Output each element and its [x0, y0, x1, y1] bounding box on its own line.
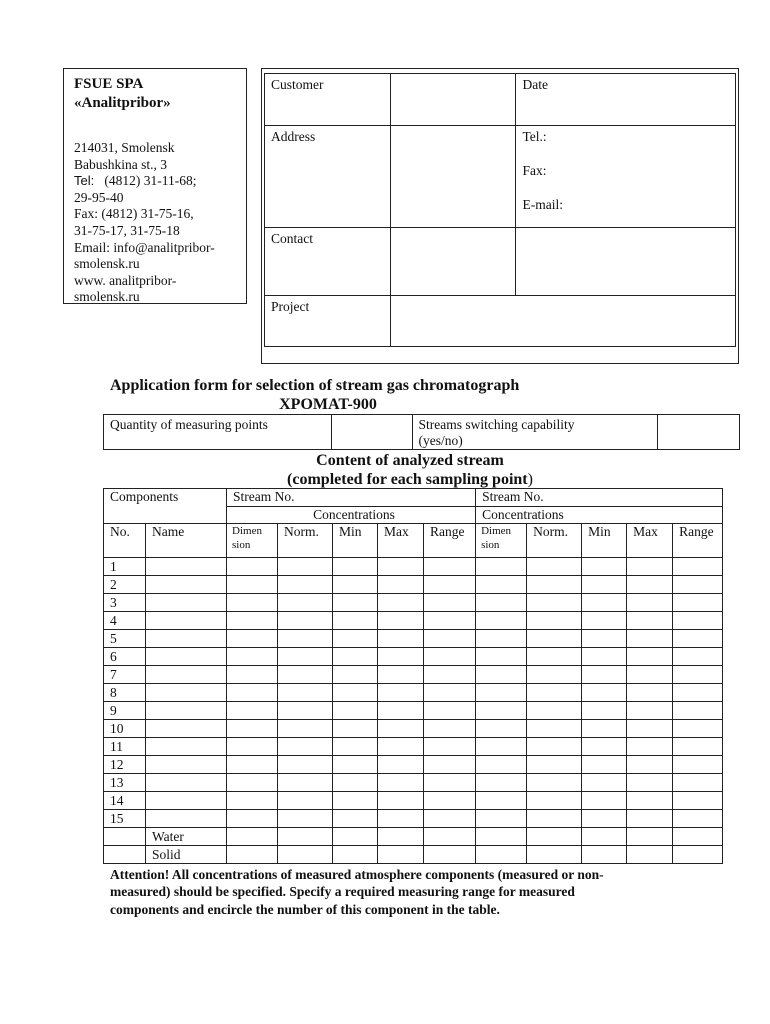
company-address-line2: Babushkina st., 3 [74, 156, 167, 172]
value-cell[interactable] [378, 648, 424, 666]
value-cell[interactable] [378, 630, 424, 648]
table-row [104, 720, 723, 738]
value-cell[interactable] [527, 738, 582, 756]
stream1-dim-line1: Dimen [232, 525, 262, 537]
component-name-cell[interactable] [146, 702, 227, 720]
component-name-cell[interactable] [146, 738, 227, 756]
value-cell[interactable] [278, 558, 333, 576]
value-cell[interactable] [582, 612, 627, 630]
value-cell[interactable] [476, 828, 527, 846]
value-cell[interactable] [333, 810, 378, 828]
value-cell[interactable] [424, 810, 476, 828]
value-cell[interactable] [527, 756, 582, 774]
value-cell[interactable] [627, 630, 673, 648]
value-cell[interactable] [582, 828, 627, 846]
value-cell[interactable] [627, 612, 673, 630]
value-cell[interactable] [227, 702, 278, 720]
value-cell[interactable] [582, 558, 627, 576]
value-cell[interactable] [673, 738, 723, 756]
value-cell[interactable] [227, 630, 278, 648]
switching-label [412, 415, 658, 450]
value-cell[interactable] [227, 612, 278, 630]
value-cell[interactable] [476, 666, 527, 684]
value-cell[interactable] [278, 702, 333, 720]
company-name-brand: «Analitpribor» [74, 95, 171, 111]
value-cell[interactable] [627, 720, 673, 738]
value-cell[interactable] [278, 576, 333, 594]
row-number: 9 [104, 702, 146, 720]
table-row [104, 828, 723, 846]
contact-extra-field[interactable] [516, 228, 736, 296]
stream1-concentrations: Concentrations [227, 507, 476, 524]
stream1-col-norm: Norm. [278, 524, 333, 558]
table-row [104, 846, 723, 864]
component-name-cell[interactable] [146, 630, 227, 648]
value-cell[interactable] [476, 846, 527, 864]
switching-label-line1: Streams switching capability [418, 417, 575, 432]
company-tel [74, 173, 246, 190]
value-cell[interactable] [627, 828, 673, 846]
value-cell[interactable] [378, 756, 424, 774]
stream2-col-range: Range [673, 524, 723, 558]
row-number: 15 [104, 810, 146, 828]
value-cell[interactable] [582, 594, 627, 612]
value-cell[interactable] [378, 594, 424, 612]
company-fax-line1: Fax: (4812) 31-75-16, [74, 206, 194, 222]
component-name-cell[interactable] [146, 684, 227, 702]
row-number: 8 [104, 684, 146, 702]
row-number: 6 [104, 648, 146, 666]
stream2-dim-line2: sion [481, 539, 500, 551]
value-cell[interactable] [673, 828, 723, 846]
value-cell[interactable] [476, 720, 527, 738]
value-cell[interactable] [527, 612, 582, 630]
value-cell[interactable] [476, 702, 527, 720]
value-cell[interactable] [527, 576, 582, 594]
value-cell[interactable] [527, 702, 582, 720]
col-name: Name [146, 524, 227, 558]
quantity-label: Quantity of measuring points [104, 415, 332, 450]
stream1-header: Stream No. [227, 489, 476, 507]
value-cell[interactable] [333, 846, 378, 864]
row-number: 7 [104, 666, 146, 684]
value-cell[interactable] [333, 612, 378, 630]
value-cell[interactable] [476, 756, 527, 774]
value-cell[interactable] [627, 738, 673, 756]
value-cell[interactable] [333, 774, 378, 792]
component-name-cell[interactable] [146, 774, 227, 792]
content-subheading-main: (completed for each sampling point [287, 471, 528, 488]
value-cell[interactable] [673, 684, 723, 702]
value-cell[interactable] [476, 648, 527, 666]
value-cell[interactable] [627, 684, 673, 702]
component-name-cell: Solid [146, 846, 227, 864]
value-cell[interactable] [673, 576, 723, 594]
value-cell[interactable] [673, 612, 723, 630]
value-cell[interactable] [227, 576, 278, 594]
company-address-line1: 214031, Smolensk [74, 140, 175, 155]
company-email-line2: smolensk.ru [74, 256, 140, 272]
value-cell[interactable] [278, 738, 333, 756]
row-number: 13 [104, 774, 146, 792]
value-cell[interactable] [527, 558, 582, 576]
stream2-header: Stream No. [476, 489, 723, 507]
table-row [104, 810, 723, 828]
value-cell[interactable] [527, 666, 582, 684]
table-row [104, 666, 723, 684]
value-cell[interactable] [278, 666, 333, 684]
company-email-line1: Email: info@analitpribor- [74, 239, 215, 255]
component-name-cell[interactable] [146, 810, 227, 828]
value-cell[interactable] [527, 792, 582, 810]
table-row [104, 630, 723, 648]
value-cell[interactable] [673, 630, 723, 648]
value-cell[interactable] [476, 792, 527, 810]
stream2-col-dimension [476, 524, 527, 558]
stream2-col-min: Min [582, 524, 627, 558]
value-cell[interactable] [378, 846, 424, 864]
stream2-col-max: Max [627, 524, 673, 558]
fax-label: Fax: [522, 163, 547, 178]
value-cell[interactable] [527, 684, 582, 702]
component-name-cell[interactable] [146, 576, 227, 594]
value-cell[interactable] [476, 774, 527, 792]
value-cell[interactable] [582, 792, 627, 810]
stream2-dim-line1: Dimen [481, 525, 512, 537]
value-cell[interactable] [278, 810, 333, 828]
value-cell[interactable] [227, 666, 278, 684]
value-cell[interactable] [527, 594, 582, 612]
value-cell[interactable] [673, 558, 723, 576]
value-cell[interactable] [378, 810, 424, 828]
table-row [104, 684, 723, 702]
stream1-dim-line2: sion [232, 539, 251, 551]
value-cell[interactable] [278, 594, 333, 612]
col-no: No. [104, 524, 146, 558]
value-cell[interactable] [278, 756, 333, 774]
contact-label: Contact [265, 228, 391, 296]
attention-line3: components and encircle the number of this component in the table. [110, 901, 500, 917]
components-table [103, 488, 723, 864]
value-cell[interactable] [227, 648, 278, 666]
company-fax-line2: 31-75-17, 31-75-18 [74, 222, 180, 238]
value-cell[interactable] [333, 828, 378, 846]
component-name-cell[interactable] [146, 756, 227, 774]
value-cell[interactable] [582, 648, 627, 666]
value-cell[interactable] [378, 666, 424, 684]
value-cell[interactable] [627, 648, 673, 666]
value-cell[interactable] [582, 738, 627, 756]
company-info-box [63, 68, 247, 304]
date-label: Date [516, 74, 736, 126]
content-subheading-paren: ) [527, 471, 533, 488]
form-subtitle: XPOMAT-900 [279, 396, 377, 413]
table-row [104, 774, 723, 792]
value-cell[interactable] [333, 648, 378, 666]
value-cell[interactable] [627, 756, 673, 774]
row-number: 12 [104, 756, 146, 774]
value-cell[interactable] [582, 702, 627, 720]
stream2-concentrations: Concentrations [476, 507, 723, 524]
stream1-col-max: Max [378, 524, 424, 558]
value-cell[interactable] [582, 630, 627, 648]
value-cell[interactable] [227, 756, 278, 774]
content-heading: Content of analyzed stream [316, 452, 504, 469]
value-cell[interactable] [378, 720, 424, 738]
value-cell[interactable] [227, 558, 278, 576]
value-cell[interactable] [527, 648, 582, 666]
company-tel-value2: 29-95-40 [74, 189, 124, 205]
value-cell[interactable] [582, 684, 627, 702]
table-row [104, 738, 723, 756]
value-cell[interactable] [333, 630, 378, 648]
component-name-cell[interactable] [146, 612, 227, 630]
value-cell[interactable] [378, 738, 424, 756]
project-field[interactable] [390, 296, 735, 347]
component-name-cell[interactable] [146, 648, 227, 666]
value-cell[interactable] [227, 594, 278, 612]
value-cell[interactable] [424, 612, 476, 630]
value-cell[interactable] [227, 738, 278, 756]
value-cell[interactable] [333, 684, 378, 702]
content-subheading [100, 470, 720, 489]
stream2-col-norm: Norm. [527, 524, 582, 558]
value-cell[interactable] [227, 720, 278, 738]
value-cell[interactable] [333, 792, 378, 810]
value-cell[interactable] [627, 594, 673, 612]
attention-line2: measured) should be specified. Specify a required measuring range for measured [110, 884, 575, 900]
value-cell[interactable] [378, 684, 424, 702]
value-cell[interactable] [424, 576, 476, 594]
value-cell[interactable] [673, 774, 723, 792]
value-cell[interactable] [627, 846, 673, 864]
components-header: Components [104, 489, 227, 524]
value-cell[interactable] [424, 594, 476, 612]
value-cell[interactable] [673, 594, 723, 612]
table-row [104, 792, 723, 810]
value-cell[interactable] [227, 810, 278, 828]
switching-label-line2: (yes/no) [418, 433, 463, 448]
value-cell[interactable] [627, 774, 673, 792]
table-row [104, 756, 723, 774]
row-number: 1 [104, 558, 146, 576]
value-cell[interactable] [582, 576, 627, 594]
value-cell[interactable] [333, 738, 378, 756]
value-cell[interactable] [378, 612, 424, 630]
value-cell[interactable] [378, 702, 424, 720]
value-cell[interactable] [378, 792, 424, 810]
row-number: 5 [104, 630, 146, 648]
component-name-cell: Water [146, 828, 227, 846]
component-name-cell[interactable] [146, 792, 227, 810]
value-cell[interactable] [627, 666, 673, 684]
stream1-col-dimension [227, 524, 278, 558]
row-number: 3 [104, 594, 146, 612]
company-www-line1: www. analitpribor- [74, 272, 177, 288]
table-row [104, 702, 723, 720]
value-cell[interactable] [527, 720, 582, 738]
value-cell[interactable] [333, 558, 378, 576]
table-row [104, 576, 723, 594]
row-number: 4 [104, 612, 146, 630]
tel-label: Tel.: [522, 129, 547, 144]
project-label: Project [265, 296, 391, 347]
contact-field[interactable] [390, 228, 516, 296]
value-cell[interactable] [333, 594, 378, 612]
company-name: FSUE SPA [74, 76, 144, 92]
row-number: 14 [104, 792, 146, 810]
value-cell[interactable] [424, 648, 476, 666]
switching-field[interactable] [658, 415, 740, 450]
value-cell[interactable] [476, 684, 527, 702]
customer-form-box [261, 68, 739, 364]
value-cell[interactable] [476, 576, 527, 594]
value-cell[interactable] [527, 630, 582, 648]
quantity-field[interactable] [331, 415, 412, 450]
value-cell[interactable] [333, 756, 378, 774]
attention-line1: Attention! All concentrations of measured atmosphere components (measured or non- [110, 867, 604, 882]
value-cell[interactable] [476, 810, 527, 828]
value-cell[interactable] [424, 720, 476, 738]
value-cell[interactable] [227, 774, 278, 792]
value-cell[interactable] [378, 576, 424, 594]
value-cell[interactable] [424, 738, 476, 756]
value-cell[interactable] [527, 810, 582, 828]
value-cell[interactable] [673, 666, 723, 684]
row-number: 10 [104, 720, 146, 738]
value-cell[interactable] [527, 774, 582, 792]
value-cell[interactable] [424, 684, 476, 702]
email-label: E-mail: [522, 197, 563, 212]
stream1-col-min: Min [333, 524, 378, 558]
component-name-cell[interactable] [146, 720, 227, 738]
value-cell[interactable] [278, 630, 333, 648]
value-cell[interactable] [673, 846, 723, 864]
value-cell[interactable] [424, 702, 476, 720]
value-cell[interactable] [424, 756, 476, 774]
value-cell[interactable] [278, 792, 333, 810]
attention-note [110, 866, 710, 918]
value-cell[interactable] [424, 846, 476, 864]
customer-field[interactable] [390, 74, 516, 126]
value-cell[interactable] [582, 846, 627, 864]
value-cell[interactable] [673, 648, 723, 666]
value-cell[interactable] [476, 558, 527, 576]
value-cell[interactable] [527, 828, 582, 846]
value-cell[interactable] [627, 558, 673, 576]
row-number [104, 846, 146, 864]
value-cell[interactable] [627, 810, 673, 828]
company-www-line2: smolensk.ru [74, 289, 140, 305]
customer-table [264, 73, 736, 347]
value-cell[interactable] [476, 738, 527, 756]
components-table-body [104, 558, 723, 864]
quantity-table [103, 414, 740, 450]
value-cell[interactable] [278, 684, 333, 702]
value-cell[interactable] [227, 684, 278, 702]
value-cell[interactable] [627, 576, 673, 594]
row-number: 2 [104, 576, 146, 594]
value-cell[interactable] [227, 828, 278, 846]
contact-details-cell [516, 126, 736, 228]
table-row [104, 594, 723, 612]
value-cell[interactable] [278, 612, 333, 630]
value-cell[interactable] [333, 666, 378, 684]
value-cell[interactable] [582, 720, 627, 738]
address-label: Address [265, 126, 391, 228]
value-cell[interactable] [627, 702, 673, 720]
company-tel-label: Tel: [74, 173, 95, 189]
value-cell[interactable] [673, 792, 723, 810]
customer-label: Customer [265, 74, 391, 126]
value-cell[interactable] [673, 810, 723, 828]
value-cell[interactable] [527, 846, 582, 864]
value-cell[interactable] [378, 774, 424, 792]
value-cell[interactable] [333, 702, 378, 720]
value-cell[interactable] [582, 810, 627, 828]
value-cell[interactable] [424, 828, 476, 846]
value-cell[interactable] [278, 774, 333, 792]
value-cell[interactable] [278, 648, 333, 666]
value-cell[interactable] [476, 612, 527, 630]
value-cell[interactable] [673, 756, 723, 774]
value-cell[interactable] [333, 576, 378, 594]
value-cell[interactable] [424, 792, 476, 810]
value-cell[interactable] [278, 846, 333, 864]
table-row [104, 648, 723, 666]
value-cell[interactable] [424, 558, 476, 576]
component-name-cell[interactable] [146, 594, 227, 612]
form-title: Application form for selection of stream gas chromatograph [110, 377, 520, 394]
value-cell[interactable] [278, 720, 333, 738]
value-cell[interactable] [582, 774, 627, 792]
value-cell[interactable] [333, 720, 378, 738]
row-number [104, 828, 146, 846]
address-field[interactable] [390, 126, 516, 228]
value-cell[interactable] [673, 720, 723, 738]
value-cell[interactable] [424, 666, 476, 684]
value-cell[interactable] [476, 594, 527, 612]
value-cell[interactable] [424, 630, 476, 648]
value-cell[interactable] [278, 828, 333, 846]
company-tel-value: (4812) 31-11-68; [104, 173, 197, 189]
value-cell[interactable] [227, 792, 278, 810]
row-number: 11 [104, 738, 146, 756]
component-name-cell[interactable] [146, 558, 227, 576]
value-cell[interactable] [582, 756, 627, 774]
value-cell[interactable] [227, 846, 278, 864]
table-row [104, 558, 723, 576]
value-cell[interactable] [378, 558, 424, 576]
value-cell[interactable] [627, 792, 673, 810]
value-cell[interactable] [476, 630, 527, 648]
component-name-cell[interactable] [146, 666, 227, 684]
value-cell[interactable] [673, 702, 723, 720]
table-row [104, 612, 723, 630]
stream1-col-range: Range [424, 524, 476, 558]
value-cell[interactable] [378, 828, 424, 846]
value-cell[interactable] [582, 666, 627, 684]
value-cell[interactable] [424, 774, 476, 792]
